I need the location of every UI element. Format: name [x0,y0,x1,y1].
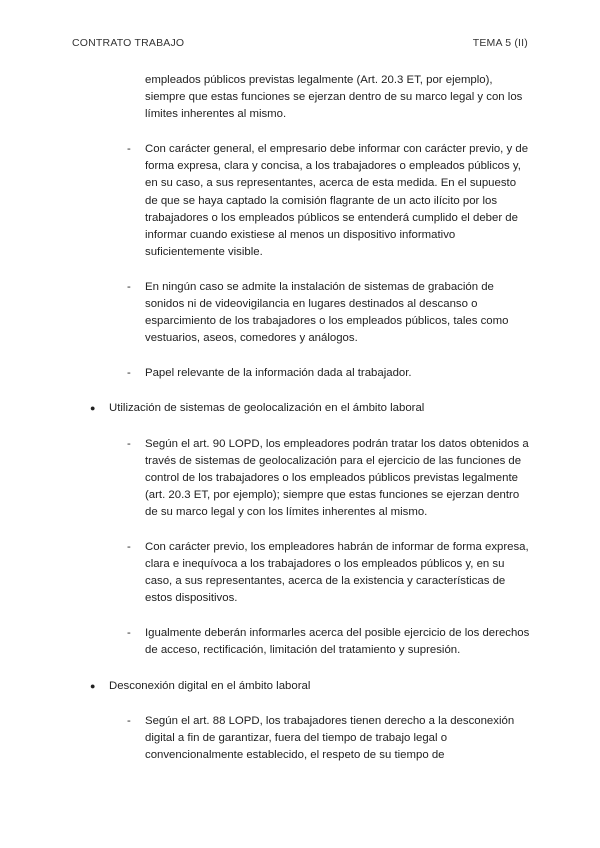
section-title: Utilización de sistemas de geolocalización en el ámbito laboral [109,402,425,415]
list-item [0,279,600,347]
header-chapter: TEMA 5 (II) [472,37,528,49]
list-item [0,625,600,659]
header-title: CONTRATO TRABAJO [72,37,185,49]
list-item-text: Según el art. 88 LOPD, los trabajadores tienen derecho a la desconexión digital a fin de garantizar, fuera del tiempo de trabajo legal o convencionalmente establecido, el respeto de su tiempo de [145,714,515,761]
section-heading-digital-disconnection [0,678,600,695]
bullet-marker: ● [90,680,96,691]
list-item-text: Según el art. 90 LOPD, los empleadores podrán tratar los datos obtenidos a través de sistemas de geolocalización para el ejercicio de las funciones de control de los trabajadores o los empleados públicos previstas legalmente (art. 20.3 ET, por ejemplo); siempre que estas funciones se ejerzan dentro de su marco legal y con los límites inherentes al mismo. [145,437,529,518]
dash-marker: - [127,540,131,553]
list-item-text: Con carácter general, el empresario debe informar con carácter previo, y de forma expresa, clara y concisa, a los trabajadores o empleados públicos y, en su caso, a sus representantes, acerca de esta medida. En el supuesto de que se haya captado la comisión flagrante de un acto ilícito por los trabajadores o los empleados públicos se entenderá cumplido el deber de informar cuando existiese al menos un dispositivo informativo suficientemente visible. [145,143,529,258]
dash-marker: - [127,627,131,640]
continued-paragraph-text: empleados públicos previstas legalmente (Art. 20.3 ET, por ejemplo), siempre que estas funciones se ejerzan dentro de su marco legal y con los límites inherentes al mismo. [145,74,523,121]
section-title: Desconexión digital en el ámbito laboral [109,679,311,692]
list-item-text: Papel relevante de la información dada al trabajador. [145,367,412,380]
list-item-text: Con carácter previo, los empleadores habrán de informar de forma expresa, clara e inequívoca a los trabajadores o los empleados públicos y, en su caso, a sus representantes, acerca de la existencia y características de estos dispositivos. [145,540,529,605]
dash-marker: - [127,367,131,380]
section-heading-geolocation [0,400,600,417]
bullet-marker: ● [90,403,96,414]
list-item [0,436,600,521]
list-item-text: En ningún caso se admite la instalación de sistemas de grabación de sonidos ni de videovigilancia en lugares destinados al descanso o esparcimiento de los trabajadores o los empleados públicos, tales como vestuarios, aseos, comedores y análogos. [145,280,509,345]
list-item [0,713,600,764]
dash-marker: - [127,143,131,156]
list-item [0,365,600,382]
list-item [0,141,600,261]
list-item-text: Igualmente deberán informarles acerca del posible ejercicio de los derechos de acceso, rectificación, limitación del tratamiento y supresión. [145,627,530,657]
dash-marker: - [127,280,131,293]
continued-paragraph [0,72,600,123]
dash-marker: - [127,714,131,727]
list-item [0,539,600,607]
dash-marker: - [127,437,131,450]
page-header [72,37,528,51]
document-body [0,72,600,764]
